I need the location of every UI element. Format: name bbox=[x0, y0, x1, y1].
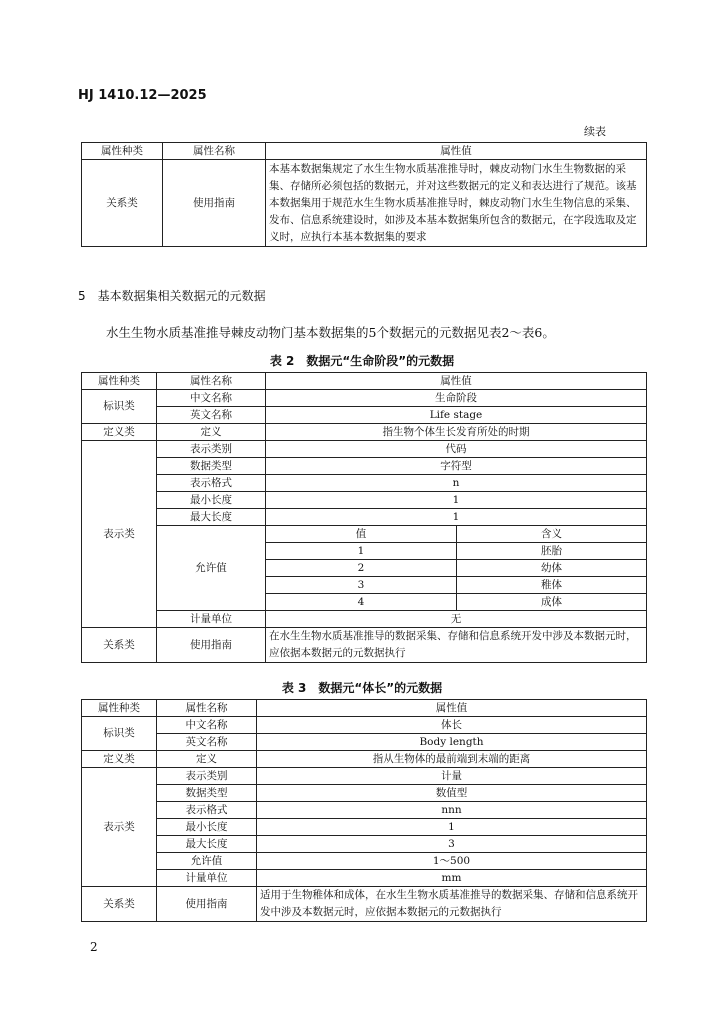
value-cell: 字符型 bbox=[266, 458, 647, 475]
category-cell: 关系类 bbox=[82, 160, 163, 247]
allowed-meaning-cell: 稚体 bbox=[457, 577, 647, 594]
allowed-value-cell: 1 bbox=[266, 543, 457, 560]
value-cell: Life stage bbox=[266, 407, 647, 424]
value-cell: 1 bbox=[266, 509, 647, 526]
continued-table bbox=[81, 142, 647, 247]
value-cell: 1～500 bbox=[257, 853, 647, 870]
name-cell: 使用指南 bbox=[157, 887, 257, 922]
name-cell: 计量单位 bbox=[157, 611, 266, 628]
page-number: 2 bbox=[90, 940, 98, 954]
name-cell: 数据类型 bbox=[157, 458, 266, 475]
name-cell: 计量单位 bbox=[157, 870, 257, 887]
category-cell: 表示类 bbox=[82, 441, 157, 628]
category-cell: 表示类 bbox=[82, 768, 157, 887]
name-cell: 最小长度 bbox=[157, 492, 266, 509]
allowed-header-cell: 值 bbox=[266, 526, 457, 543]
value-cell: mm bbox=[257, 870, 647, 887]
category-cell: 标识类 bbox=[82, 717, 157, 751]
name-cell: 表示格式 bbox=[157, 802, 257, 819]
name-cell: 定义 bbox=[157, 424, 266, 441]
category-cell: 标识类 bbox=[82, 390, 157, 424]
category-cell: 定义类 bbox=[82, 424, 157, 441]
name-cell: 中文名称 bbox=[157, 390, 266, 407]
allowed-header-cell: 含义 bbox=[457, 526, 647, 543]
allowed-meaning-cell: 成体 bbox=[457, 594, 647, 611]
name-cell: 允许值 bbox=[157, 853, 257, 870]
name-cell: 允许值 bbox=[157, 526, 266, 611]
value-cell: 代码 bbox=[266, 441, 647, 458]
value-cell: 1 bbox=[266, 492, 647, 509]
continued-table-label: 续表 bbox=[584, 125, 606, 138]
allowed-value-cell: 2 bbox=[266, 560, 457, 577]
value-cell: 3 bbox=[257, 836, 647, 853]
category-cell: 关系类 bbox=[82, 887, 157, 922]
value-cell: 数值型 bbox=[257, 785, 647, 802]
name-cell: 最小长度 bbox=[157, 819, 257, 836]
allowed-meaning-cell: 胚胎 bbox=[457, 543, 647, 560]
name-cell: 表示格式 bbox=[157, 475, 266, 492]
header-cell: 属性值 bbox=[257, 700, 647, 717]
value-cell: 本基本数据集规定了水生生物水质基准推导时，棘皮动物门水生生物数据的采集、存储所必须包括的数据元，并对这些数据元的定义和表达进行了规范。该基本数据集用于规范水生生物水质基准推导时，棘皮动物门水生生物信息的采集、发布、信息系统建设时，如涉及本基本数据集所包含的数据元，在字段选取及定义时，应执行本基本数据集的要求 bbox=[266, 160, 647, 247]
allowed-meaning-cell: 幼体 bbox=[457, 560, 647, 577]
table3-caption: 表 3 数据元“体长”的元数据 bbox=[281, 681, 443, 695]
header-cell: 属性值 bbox=[266, 143, 647, 160]
value-cell: 生命阶段 bbox=[266, 390, 647, 407]
value-cell: 适用于生物稚体和成体，在水生生物水质基准推导的数据采集、存储和信息系统开发中涉及本数据元时，应依据本数据元的元数据执行 bbox=[257, 887, 647, 922]
category-cell: 定义类 bbox=[82, 751, 157, 768]
section-heading: 5 基本数据集相关数据元的元数据 bbox=[78, 289, 266, 303]
allowed-value-cell: 3 bbox=[266, 577, 457, 594]
value-cell: 指从生物体的最前端到末端的距离 bbox=[257, 751, 647, 768]
value-cell: 体长 bbox=[257, 717, 647, 734]
intro-paragraph: 水生生物水质基准推导棘皮动物门基本数据集的5个数据元的元数据见表2～表6。 bbox=[106, 325, 555, 340]
value-cell: n bbox=[266, 475, 647, 492]
header-cell: 属性种类 bbox=[82, 143, 163, 160]
allowed-value-cell: 4 bbox=[266, 594, 457, 611]
table3 bbox=[81, 699, 647, 922]
name-cell: 表示类别 bbox=[157, 441, 266, 458]
table2-caption: 表 2 数据元“生命阶段”的元数据 bbox=[269, 354, 455, 368]
name-cell: 中文名称 bbox=[157, 717, 257, 734]
header-cell: 属性值 bbox=[266, 373, 647, 390]
value-cell: 1 bbox=[257, 819, 647, 836]
value-cell: nnn bbox=[257, 802, 647, 819]
header-cell: 属性名称 bbox=[157, 373, 266, 390]
name-cell: 表示类别 bbox=[157, 768, 257, 785]
name-cell: 使用指南 bbox=[163, 160, 266, 247]
name-cell: 最大长度 bbox=[157, 836, 257, 853]
category-cell: 关系类 bbox=[82, 628, 157, 663]
value-cell: 计量 bbox=[257, 768, 647, 785]
name-cell: 使用指南 bbox=[157, 628, 266, 663]
standard-code: HJ 1410.12—2025 bbox=[78, 88, 207, 103]
name-cell: 数据类型 bbox=[157, 785, 257, 802]
value-cell: 指生物个体生长发育所处的时期 bbox=[266, 424, 647, 441]
value-cell: 无 bbox=[266, 611, 647, 628]
name-cell: 最大长度 bbox=[157, 509, 266, 526]
value-cell: Body length bbox=[257, 734, 647, 751]
table2 bbox=[81, 372, 647, 663]
name-cell: 英文名称 bbox=[157, 407, 266, 424]
name-cell: 定义 bbox=[157, 751, 257, 768]
header-cell: 属性名称 bbox=[163, 143, 266, 160]
header-cell: 属性名称 bbox=[157, 700, 257, 717]
name-cell: 英文名称 bbox=[157, 734, 257, 751]
header-cell: 属性种类 bbox=[82, 373, 157, 390]
header-cell: 属性种类 bbox=[82, 700, 157, 717]
value-cell: 在水生生物水质基准推导的数据采集、存储和信息系统开发中涉及本数据元时，应依据本数据元的元数据执行 bbox=[266, 628, 647, 663]
